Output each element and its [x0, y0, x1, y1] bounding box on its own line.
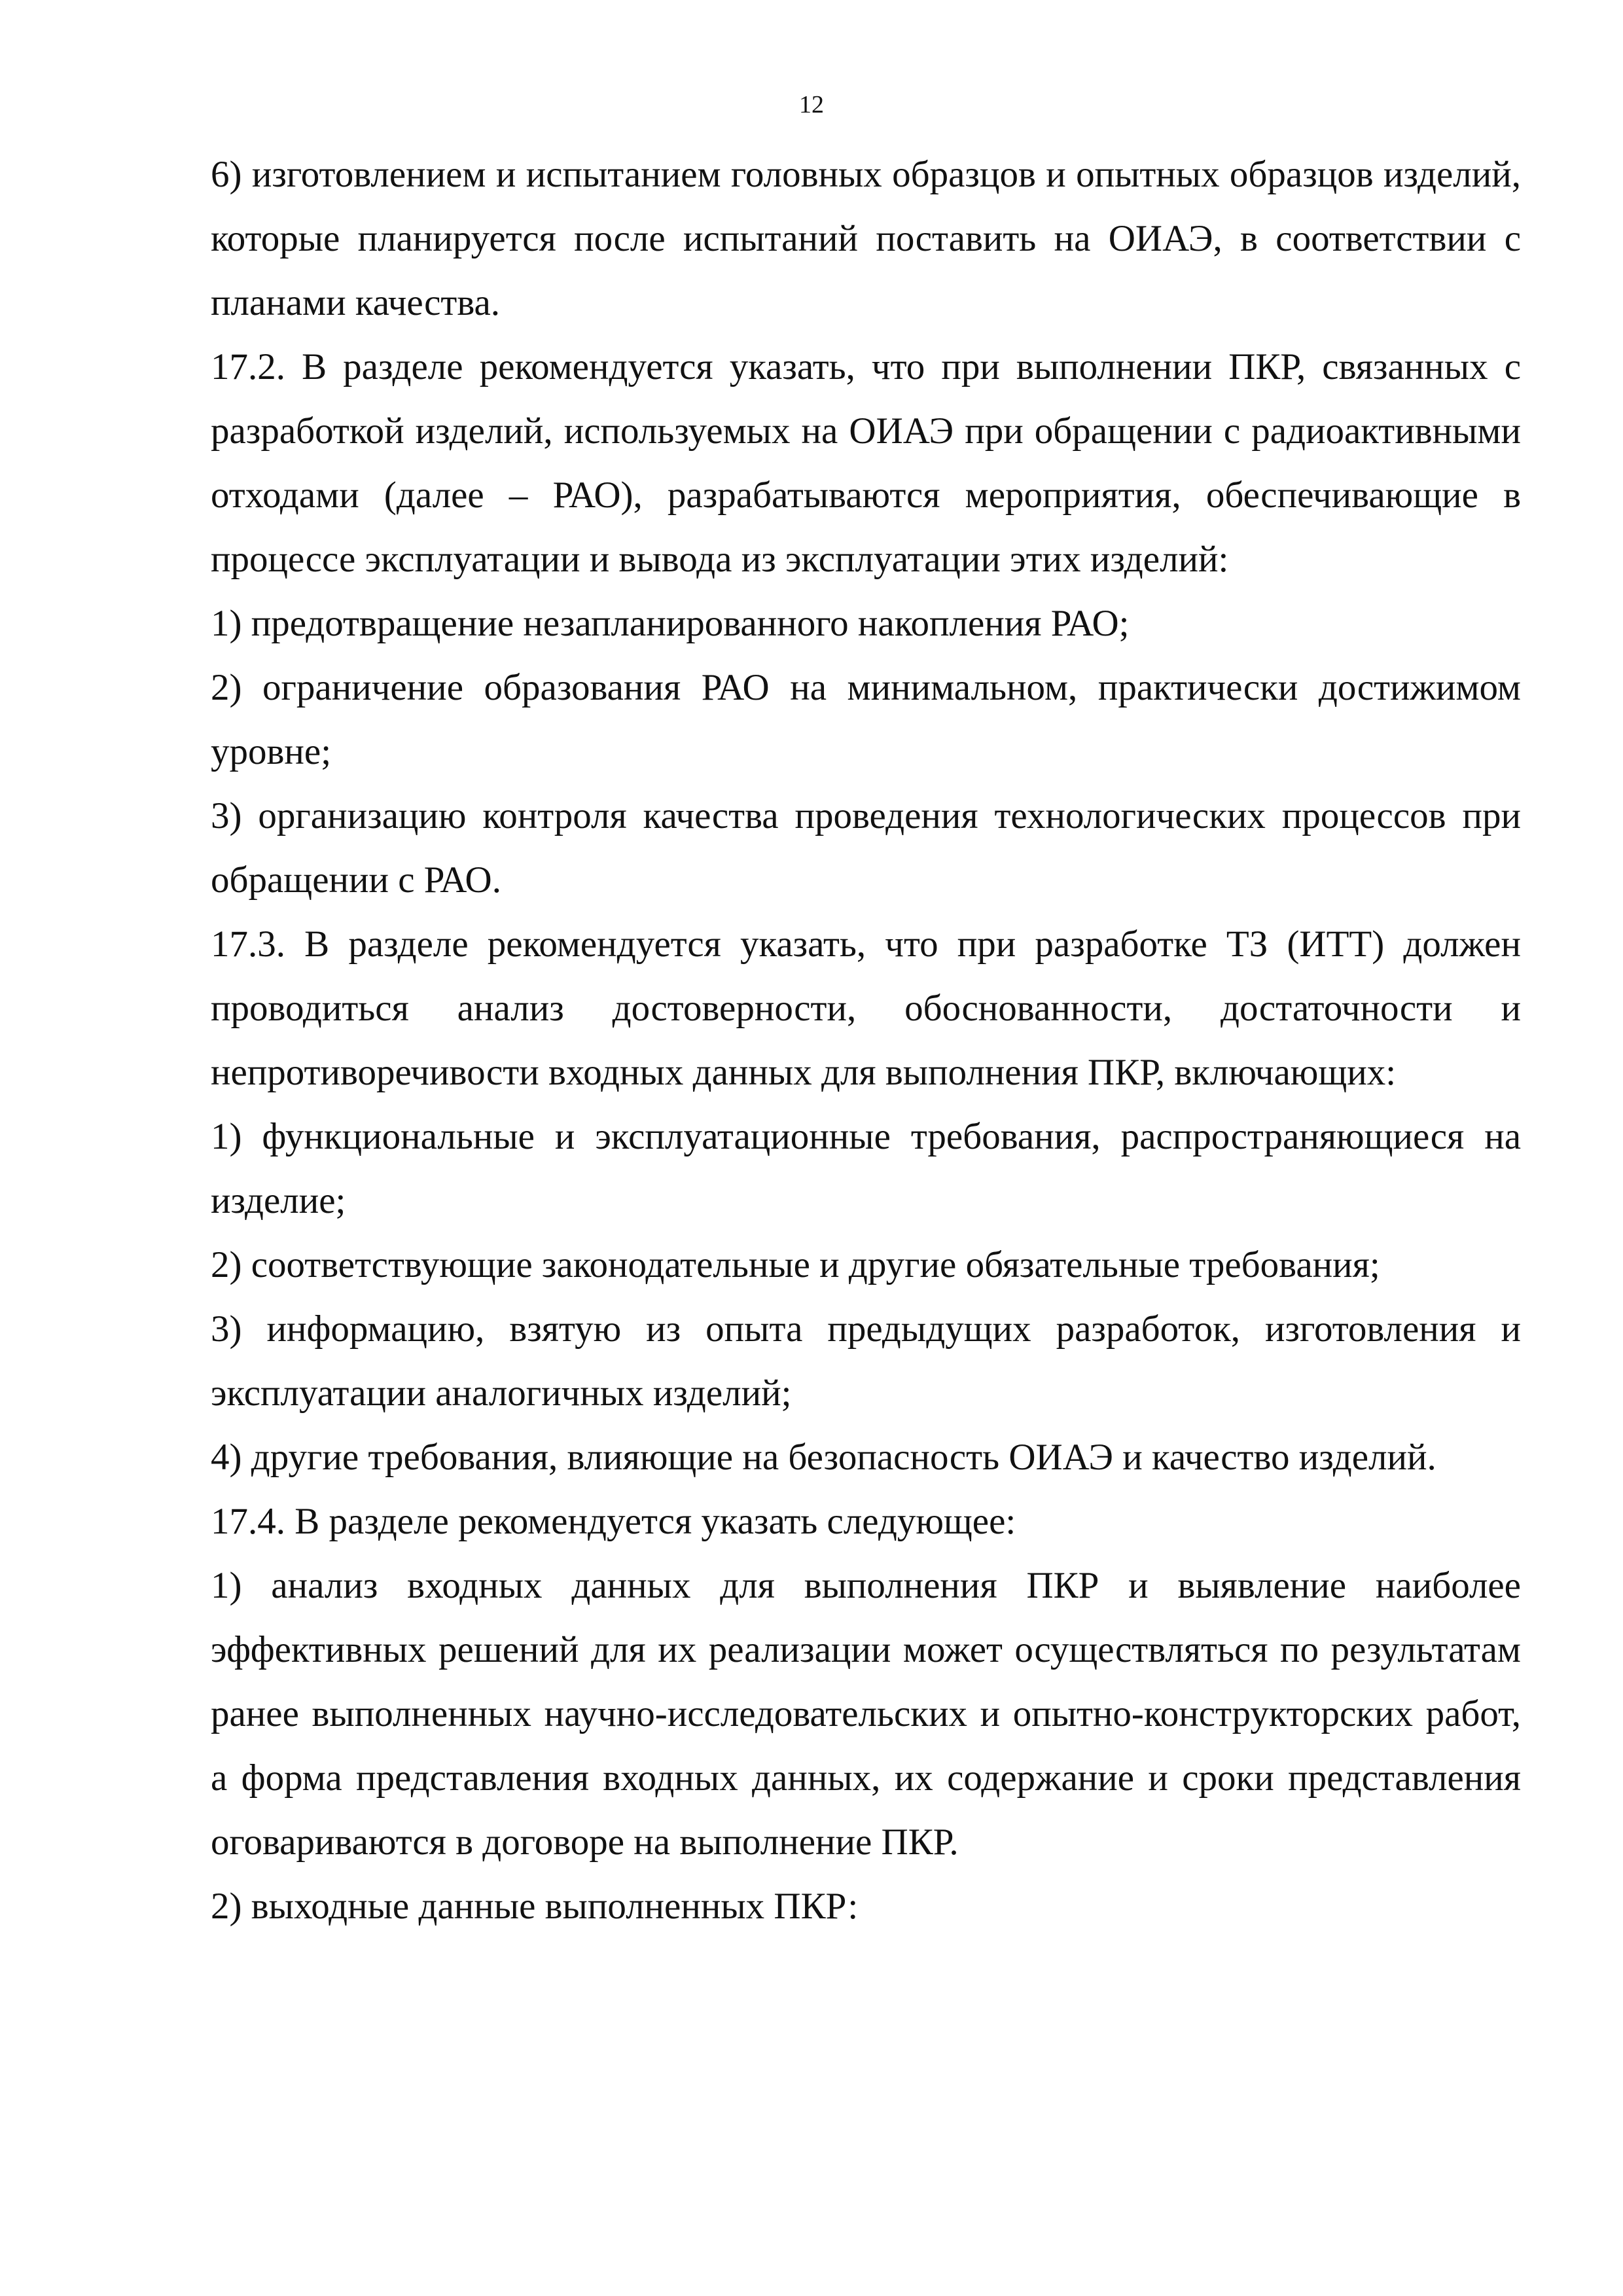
list-item-rao-2: 2) ограничение образования РАО на минимальном, практически достижимом уровне;: [211, 667, 1521, 772]
list-item-analysis-1: 1) анализ входных данных для выполнения ПКР и выявление наиболее эффективных решений для их реализации может осуществляться по результатам ранее выполненных научно-исследовательских и опытно-конструкторских работ, а форма представления входных данных, их содержание и сроки представления оговариваются в договоре на выполнение ПКР.: [211, 1565, 1521, 1863]
list-item-rao-1: 1) предотвращение незапланированного накопления РАО;: [211, 603, 1130, 644]
list-item-6-heads: 6) изготовлением и испытанием головных образцов и опытных образцов изделий, которые планируется после испытаний поставить на ОИАЭ, в соответствии с планами качества.: [211, 154, 1521, 323]
page-number: 12: [799, 91, 824, 118]
paragraph-17-4: 17.4. В разделе рекомендуется указать следующее:: [211, 1501, 1016, 1542]
paragraph-17-2: 17.2. В разделе рекомендуется указать, что при выполнении ПКР, связанных с разработкой изделий, используемых на ОИАЭ при обращении с радиоактивными отходами (далее – РАО), разрабатываются мероприятия, обеспечивающие в процессе эксплуатации и вывода из эксплуатации этих изделий:: [211, 346, 1521, 580]
list-item-output-2: 2) выходные данные выполненных ПКР:: [211, 1886, 859, 1927]
list-item-input-4: 4) другие требования, влияющие на безопасность ОИАЭ и качество изделий.: [211, 1437, 1436, 1478]
document-body: [107, 143, 1521, 1939]
list-item-rao-3: 3) организацию контроля качества проведения технологических процессов при обращении с РАО.: [211, 795, 1521, 901]
list-item-input-2: 2) соответствующие законодательные и другие обязательные требования;: [211, 1244, 1380, 1285]
paragraph-17-3: 17.3. В разделе рекомендуется указать, что при разработке ТЗ (ИТТ) должен проводиться анализ достоверности, обоснованности, достаточности и непротиворечивости входных данных для выполнения ПКР, включающих:: [211, 924, 1521, 1093]
list-item-input-1: 1) функциональные и эксплуатационные требования, распространяющиеся на изделие;: [211, 1116, 1521, 1221]
list-item-input-3: 3) информацию, взятую из опыта предыдущих разработок, изготовления и эксплуатации аналогичных изделий;: [211, 1308, 1521, 1414]
